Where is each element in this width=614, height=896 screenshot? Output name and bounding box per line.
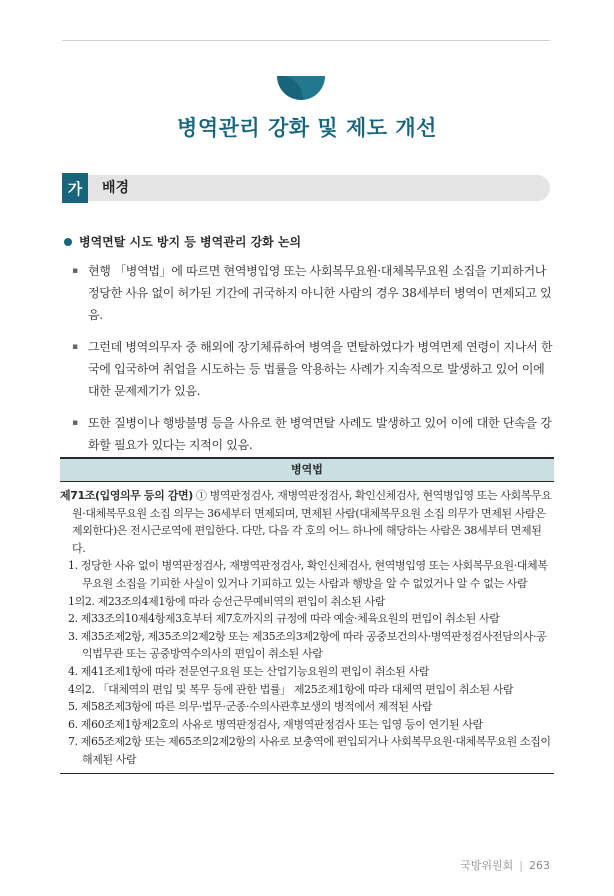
square-bullet-icon: ▪	[72, 418, 78, 428]
paragraph	[72, 260, 556, 326]
bullet-title: 병역면탈 시도 방지 등 병역관리 강화 논의	[79, 235, 302, 249]
paragraph	[72, 336, 556, 402]
top-rule	[62, 40, 550, 41]
paragraph-text: 또한 질병이나 행방불명 등을 사유로 한 병역면탈 사례도 발생하고 있어 이에 대한 단속을 강화할 필요가 있다는 지적이 있음.	[88, 416, 552, 452]
page-number: 263	[529, 859, 550, 872]
bullet-dot-icon	[64, 238, 72, 246]
paragraph-text: 현행 「병역법」에 따르면 현역병입영 또는 사회복무요원·대체복무요원 소집을 기피하거나 정당한 사유 없이 허가된 기간에 귀국하지 아니한 사람의 경우 38세부터 병역이 면제되고 있음.	[88, 264, 552, 322]
section-tag: 가	[62, 173, 88, 203]
paragraph-list	[72, 260, 556, 466]
law-item: 5. 제58조제3항에 따른 의무·법무·군종·수의사관후보생의 병적에서 제적된 사람	[68, 700, 433, 714]
footer-separator: |	[519, 859, 523, 872]
law-item: 7. 제65조제2항 또는 제65조의2제2항의 사유로 보충역에 편입되거나 사회복무요원·대체복무요원 소집이 해제된 사람	[68, 735, 551, 766]
paragraph	[72, 412, 556, 456]
law-item: 1의2. 제23조의4제1항에 따라 승선근무예비역의 편입이 취소된 사람	[68, 594, 385, 608]
law-intro-text: ① 병역판정검사, 재병역판정검사, 확인신체검사, 현역병입영 또는 사회복무요원·대체복무요원 소집 의무는 36세부터 면제되며, 면제된 사람(대체복무요원 소집 의무가 면제된 사람은 제외한다)은 전시근로역에 편입한다. 다만, 다음 각 호의 어느 하나에 해당하는 사람은 38세부터 면제된다.	[72, 489, 552, 555]
law-item: 6. 제60조제1항제2호의 사유로 병역판정검사, 재병역판정검사 또는 입영 등이 연기된 사람	[68, 717, 483, 731]
law-body	[60, 482, 554, 769]
section-label: 배경	[102, 180, 130, 196]
law-header: 병역법	[60, 457, 554, 482]
law-item: 4의2. 「대체역의 편입 및 복무 등에 관한 법률」 제25조제1항에 따라 대체역 편입이 취소된 사람	[68, 682, 514, 696]
law-item: 3. 제35조제2항, 제35조의2제2항 또는 제35조의3제2항에 따라 공중보건의사·병역판정검사전담의사·공익법무관 또는 공중방역수의사의 편입이 취소된 사람	[68, 629, 547, 661]
law-item: 1. 정당한 사유 없이 병역판정검사, 재병역판정검사, 확인신체검사, 현역병입영 또는 사회복무요원·대체복무요원 소집을 기피한 사실이 있거나 기피하고 있는 사람과 행방을 알 수 없었거나 알 수 없는 사람	[68, 559, 548, 590]
bullet-heading	[64, 233, 301, 250]
page-footer	[460, 857, 550, 873]
footer-org: 국방위원회	[460, 859, 514, 872]
law-bottom-rule	[60, 773, 554, 774]
law-excerpt-box	[60, 457, 554, 774]
law-article-title: 제71조(입영의무 등의 감면)	[60, 489, 193, 502]
square-bullet-icon: ▪	[72, 266, 78, 276]
paragraph-text: 그런데 병역의무자 중 해외에 장기체류하여 병역을 면탈하였다가 병역면제 연령이 지나서 한국에 입국하여 취업을 시도하는 등 법률을 악용하는 사례가 지속적으로 발생하고 있어 이에 대한 문제제기가 있음.	[88, 340, 553, 398]
law-intro	[60, 487, 554, 557]
chapter-title: 병역관리 강화 및 제도 개선	[177, 116, 437, 140]
section-header-bar	[62, 175, 550, 201]
law-item: 2. 제33조의10제4항제3호부터 제7호까지의 규정에 따라 예술·체육요원의 편입이 취소된 사람	[68, 612, 500, 626]
law-item: 4. 제41조제1항에 따라 전문연구요원 또는 산업기능요원의 편입이 취소된 사람	[68, 664, 430, 678]
chapter-emblem-icon	[277, 76, 325, 100]
square-bullet-icon: ▪	[72, 342, 78, 352]
